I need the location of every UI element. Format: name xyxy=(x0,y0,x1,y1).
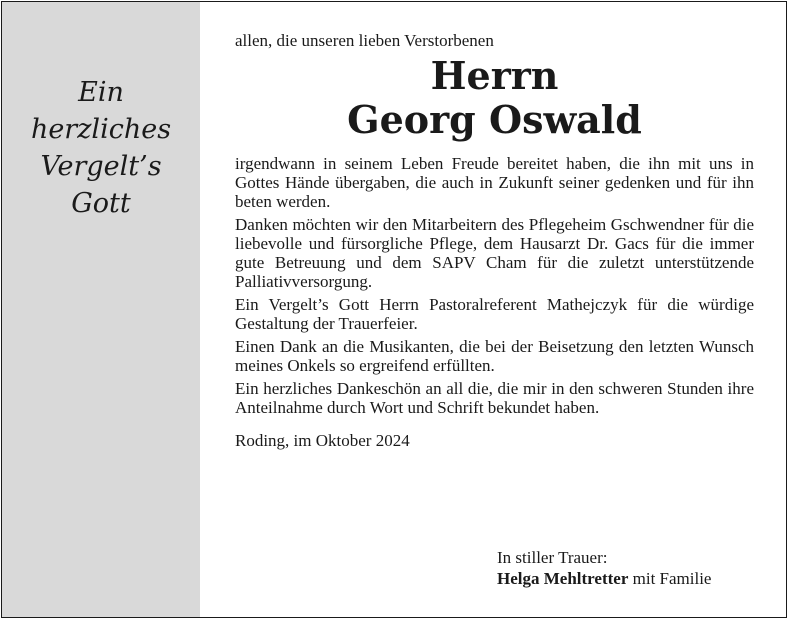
paragraph: Einen Dank an die Musikanten, die bei der Beisetzung den letzten Wunsch meines Onkels so ergreifend erfüllten. xyxy=(235,337,754,375)
side-heading xyxy=(2,74,200,222)
side-line-3: Vergelt’s xyxy=(40,151,162,182)
deceased-name xyxy=(235,54,754,142)
name-title: Herrn xyxy=(430,53,559,98)
place-date: Roding, im Oktober 2024 xyxy=(235,431,410,450)
paragraph: Ein Vergelt’s Gott Herrn Pastoralreferent Mathejczyk für die würdige Gestaltung der Trauerfeier. xyxy=(235,295,754,333)
paragraph: irgendwann in seinem Leben Freude bereitet haben, die ihn mit uns in Gottes Hände übergaben, die auch in Zukunft seiner gedenken und für ihn beten werden. xyxy=(235,154,754,211)
paragraph: Danken möchten wir den Mitarbeitern des Pflegeheim Gschwendner für die liebevolle und fürsorgliche Pflege, dem Hausarzt Dr. Gacs für die immer gute Betreuung und dem SAPV Cham für die zuletzt unterstützende Palliativversorgung. xyxy=(235,215,754,291)
signature-label: In stiller Trauer: xyxy=(497,548,608,567)
obituary-notice xyxy=(1,1,787,618)
intro-line: allen, die unseren lieben Verstorbenen xyxy=(235,31,494,50)
signature-block xyxy=(497,547,711,589)
side-panel xyxy=(2,2,200,617)
name-full: Georg Oswald xyxy=(347,97,642,142)
side-line-1: Ein xyxy=(78,77,124,108)
signature-names xyxy=(497,568,711,589)
notice-body xyxy=(235,30,754,450)
side-line-2: herzliches xyxy=(30,114,172,145)
side-line-4: Gott xyxy=(71,188,131,219)
paragraph: Ein herzliches Dankeschön an all die, die mir in den schweren Stunden ihre Anteilnahme durch Wort und Schrift bekundet haben. xyxy=(235,379,754,417)
signer-name: Helga Mehltretter xyxy=(497,569,629,588)
thanks-text xyxy=(235,154,754,417)
signer-suffix: mit Familie xyxy=(628,569,712,588)
